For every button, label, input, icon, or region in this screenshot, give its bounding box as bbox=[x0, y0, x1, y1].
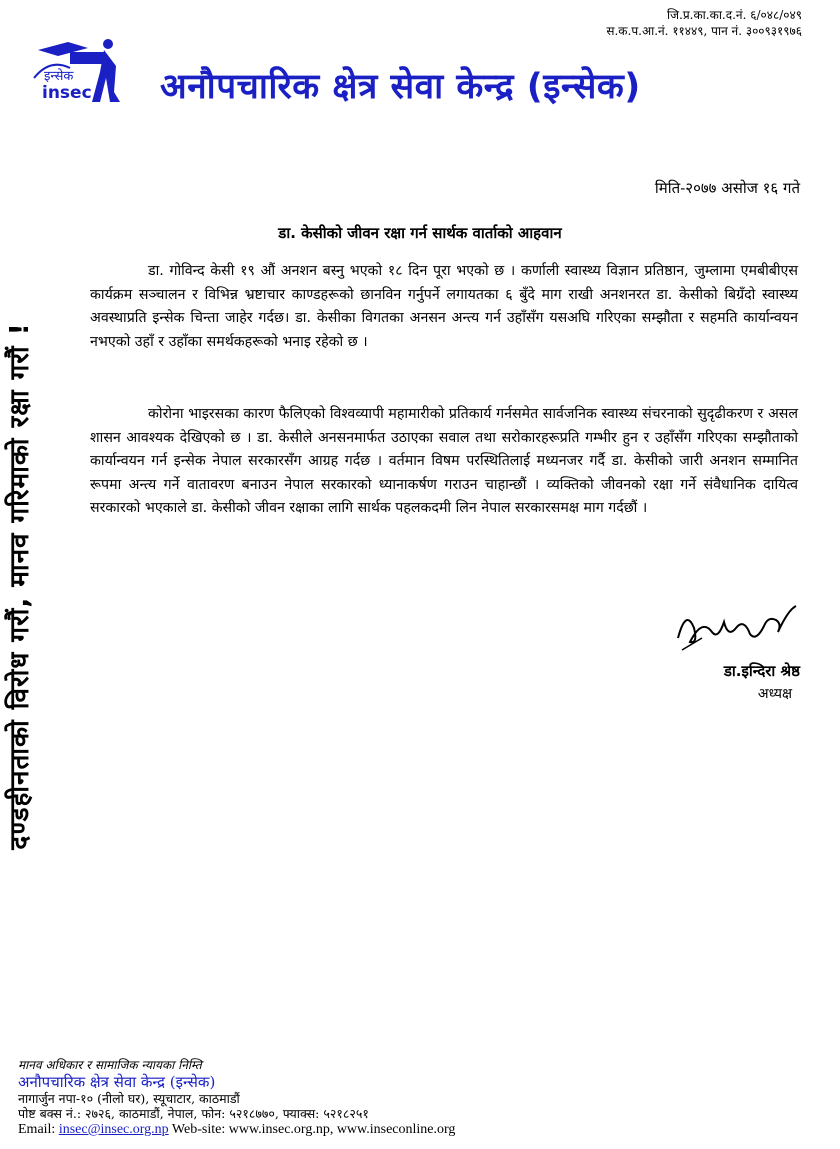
paragraph-1 bbox=[90, 260, 798, 354]
footer-contact: पोष्ट बक्स नं.: २७२६, काठमाडौं, नेपाल, फोन: ५२१८७७०, फ्याक्स: ५२१८२५१ bbox=[18, 1106, 369, 1121]
logo-text-english: insec bbox=[42, 83, 92, 103]
footer-tagline: मानव अधिकार र सामाजिक न्यायका निम्ति bbox=[18, 1058, 202, 1072]
registration-number: जि.प्र.का.का.द.नं. ६/०४८/०४९ bbox=[667, 8, 802, 22]
organization-title: अनौपचारिक क्षेत्र सेवा केन्द्र (इन्सेक) bbox=[160, 67, 641, 107]
sidebar-slogan: दण्डहीनताको विरोध गरौं, मानव गरिमाको रक्षा गरौं ! bbox=[5, 322, 35, 850]
letter-subject: डा. केसीको जीवन रक्षा गर्न सार्थक वार्ताको आहवान bbox=[278, 224, 562, 242]
logo-cart-icon bbox=[70, 52, 104, 64]
footer-org-name: अनौपचारिक क्षेत्र सेवा केन्द्र (इन्सेक) bbox=[18, 1073, 216, 1091]
signer-title: अध्यक्ष bbox=[757, 686, 792, 702]
footer-address: नागार्जुन नपा-१० (नीलो घर), स्यूचाटार, काठमाडौं bbox=[18, 1091, 240, 1106]
signature bbox=[672, 598, 802, 658]
signer-name: डा.इन्दिरा श्रेष्ठ bbox=[723, 662, 800, 680]
logo-text-nepali: इन्सेक bbox=[44, 69, 74, 84]
email-label: Email: bbox=[18, 1122, 56, 1137]
paragraph-2 bbox=[90, 403, 798, 521]
insec-logo bbox=[30, 38, 135, 104]
registration-number-2: स.क.प.आ.नं. ११४४९, पान नं. ३००९३१९७६ bbox=[606, 24, 802, 38]
footer-email-line bbox=[18, 1121, 455, 1138]
footer bbox=[18, 1058, 455, 1138]
email-link[interactable]: insec@insec.org.np bbox=[58, 1122, 169, 1137]
website-text: Web-site: www.insec.org.np, www.inseconline.org bbox=[171, 1122, 456, 1137]
paragraph-2-text: कोरोना भाइरसका कारण फैलिएको विश्वव्यापी महामारीको प्रतिकार्य गर्नसमेत सार्वजनिक स्वास्थ्य संचरनाको सुदृढीकरण र असल शासन आवश्यक देखिएको छ । डा. केसीले अनसनमार्फत उठाएका सवाल तथा सरोकारहरूप्रति गम्भीर हुन र उहाँसँग गरिएका सम्झौताको कार्यान्वयन गर्न इन्सेक नेपाल सरकारसँग आग्रह गर्दछ । वर्तमान विषम परस्थितिलाई मध्यनजर गर्दै डा. केसीको जारी अनशन सम्मानित रूपमा अन्त्य गर्ने वातावरण बनाउन नेपाल सरकारको ध्यानाकर्षण गराउन चाहान्छौं । व्यक्तिको जीवनको रक्षा गर्ने संवैधानिक दायित्व सरकारको भएकाले डा. केसीको जीवन रक्षाका लागि सार्थक पहलकदमी लिन नेपाल सरकारसमक्ष माग गर्दछौं । bbox=[90, 406, 798, 516]
letter-date: मिति-२०७७ असोज १६ गते bbox=[654, 179, 800, 197]
paragraph-1-text: डा. गोविन्द केसी १९ औं अनशन बस्नु भएको १८ दिन पूरा भएको छ । कर्णाली स्वास्थ्य विज्ञान प्रतिष्ठान, जुम्लामा एमबीबीएस कार्यक्रम सञ्चालन र विभिन्न भ्रष्टाचार काण्डहरूको छानविन गर्नुपर्ने लगायतका ६ बुँदे माग राखी अनशनरत डा. केसीको बिग्रँदो स्वास्थ्य अवस्थाप्रति इन्सेक चिन्ता जाहेर गर्दछ। डा. केसीका विगतका अनसन अन्त्य गर्न उहाँसँग यसअघि गरिएका सम्झौता र सहमति कार्यान्वयन नभएको उहाँ र उहाँका समर्थकहरूको भनाइ रहेको छ । bbox=[90, 263, 798, 350]
